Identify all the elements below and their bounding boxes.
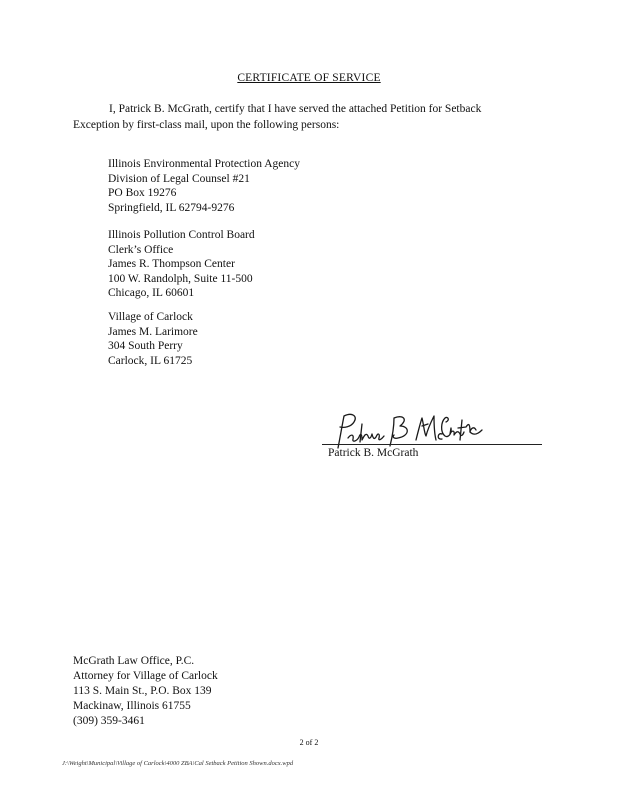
intro-paragraph bbox=[73, 101, 543, 133]
address-line: Carlock, IL 61725 bbox=[108, 354, 193, 367]
signature-line bbox=[322, 444, 542, 445]
address-line: 100 W. Randolph, Suite 11-500 bbox=[108, 272, 253, 285]
address-line: James R. Thompson Center bbox=[108, 258, 235, 270]
document-file-path: J:\Weight\Municipal\Village of Carlock\4000 ZBA\Cal Setback Petition Shown.docx.wpd bbox=[62, 760, 294, 767]
intro-line-2: Exception by first-class mail, upon the following persons: bbox=[73, 119, 340, 131]
address-line: Illinois Environmental Protection Agency bbox=[108, 158, 300, 170]
intro-line-1: I, Patrick B. McGrath, certify that I have served the attached Petition for Setback bbox=[109, 103, 482, 115]
address-line: PO Box 19276 bbox=[108, 187, 177, 199]
address-line: Village of Carlock bbox=[108, 311, 193, 323]
recipient-pollution-control-board bbox=[108, 228, 255, 301]
address-line: 113 S. Main St., P.O. Box 139 bbox=[73, 685, 212, 697]
address-line: James M. Larimore bbox=[108, 325, 198, 338]
recipient-iepa bbox=[108, 157, 300, 215]
address-line: Springfield, IL 62794-9276 bbox=[108, 201, 235, 214]
address-line: Attorney for Village of Carlock bbox=[73, 670, 218, 682]
signer-printed-name: Patrick B. McGrath bbox=[328, 447, 419, 459]
address-line: 304 South Perry bbox=[108, 340, 183, 352]
address-line: Division of Legal Counsel #21 bbox=[108, 172, 250, 185]
recipient-village-of-carlock bbox=[108, 310, 198, 368]
address-line: (309) 359-3461 bbox=[73, 715, 145, 727]
page-title-text: CERTIFICATE OF SERVICE bbox=[237, 72, 381, 84]
address-line: Illinois Pollution Control Board bbox=[108, 229, 255, 241]
page-number: 2 of 2 bbox=[299, 738, 319, 747]
address-line: Clerk’s Office bbox=[108, 243, 174, 256]
address-line: Chicago, IL 60601 bbox=[108, 287, 195, 299]
law-office-address bbox=[73, 654, 218, 729]
address-line: Mackinaw, Illinois 61755 bbox=[73, 700, 191, 712]
address-line: McGrath Law Office, P.C. bbox=[73, 655, 195, 667]
page-title bbox=[0, 72, 618, 84]
